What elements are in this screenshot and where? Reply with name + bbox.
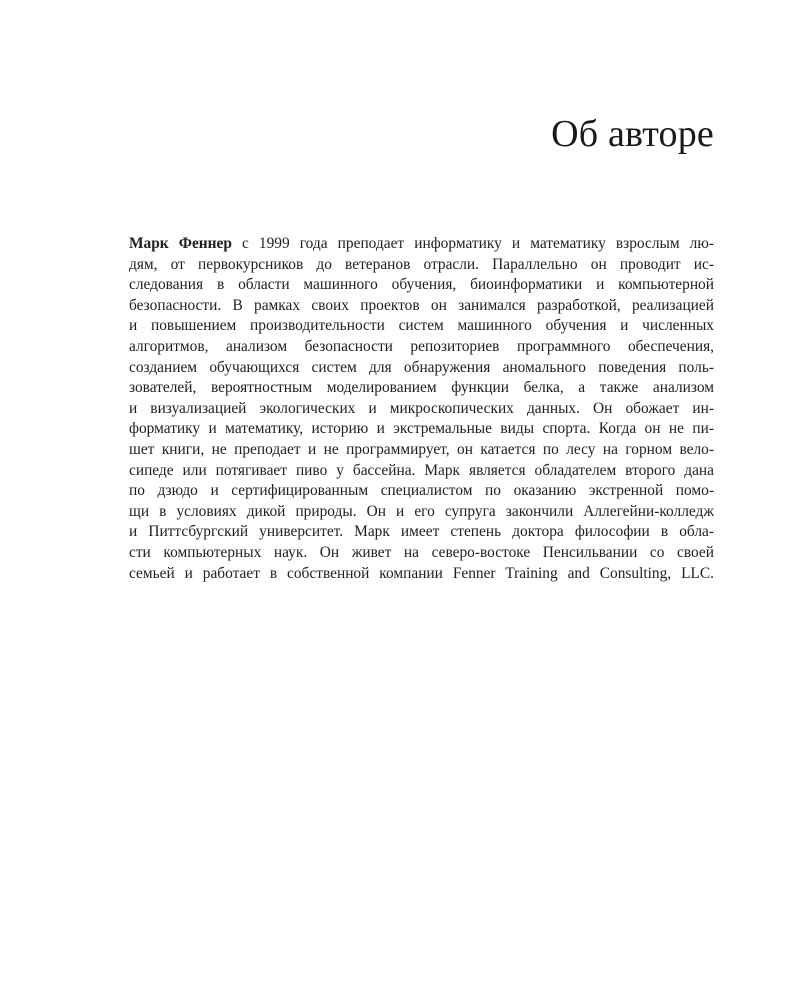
bio-line: сипеде или потягивает пиво у бассейна. Марк является обладателем второго дана xyxy=(129,461,714,479)
bio-line: семьей и работает в собственной компании Fenner Training and Consulting, LLC. xyxy=(129,564,714,582)
bio-line: и Питтсбургский университет. Марк имеет степень доктора философии в обла- xyxy=(129,523,714,541)
bio-line: форматику и математику, историю и экстремальные виды спорта. Когда он не пи- xyxy=(129,420,714,438)
bio-line: безопасности. В рамках своих проектов он занимался разработкой, реализацией xyxy=(129,296,714,314)
bio-line: по дзюдо и сертифицированным специалистом по оказанию экстренной помо- xyxy=(129,482,714,500)
bio-line xyxy=(129,234,714,255)
author-bio-paragraph xyxy=(129,234,714,584)
bio-line: зователей, вероятностным моделированием функции белка, а также анализом xyxy=(129,379,714,397)
chapter-title: Об авторе xyxy=(551,113,714,155)
bio-line: дям, от первокурсников до ветеранов отрасли. Параллельно он проводит ис- xyxy=(129,255,714,273)
bio-line: алгоритмов, анализом безопасности репозиториев программного обеспечения, xyxy=(129,337,714,355)
bio-line: созданием обучающихся систем для обнаружения аномального поведения поль- xyxy=(129,358,714,376)
bio-line: и визуализацией экологических и микроскопических данных. Он обожает ин- xyxy=(129,399,714,417)
bio-line-text: с 1999 года преподает информатику и математику взрослым лю- xyxy=(231,235,714,252)
bio-line: следования в области машинного обучения, биоинформатики и компьютерной xyxy=(129,276,714,294)
author-name: Марк Феннер xyxy=(129,235,232,252)
bio-line: шет книги, не преподает и не программирует, он катается по лесу на горном вело- xyxy=(129,440,714,458)
bio-line: и повышением производительности систем машинного обучения и численных xyxy=(129,317,714,335)
bio-line: щи в условиях дикой природы. Он и его супруга закончили Аллегейни-колледж xyxy=(129,502,714,520)
bio-line: сти компьютерных наук. Он живет на северо-востоке Пенсильвании со своей xyxy=(129,543,714,561)
